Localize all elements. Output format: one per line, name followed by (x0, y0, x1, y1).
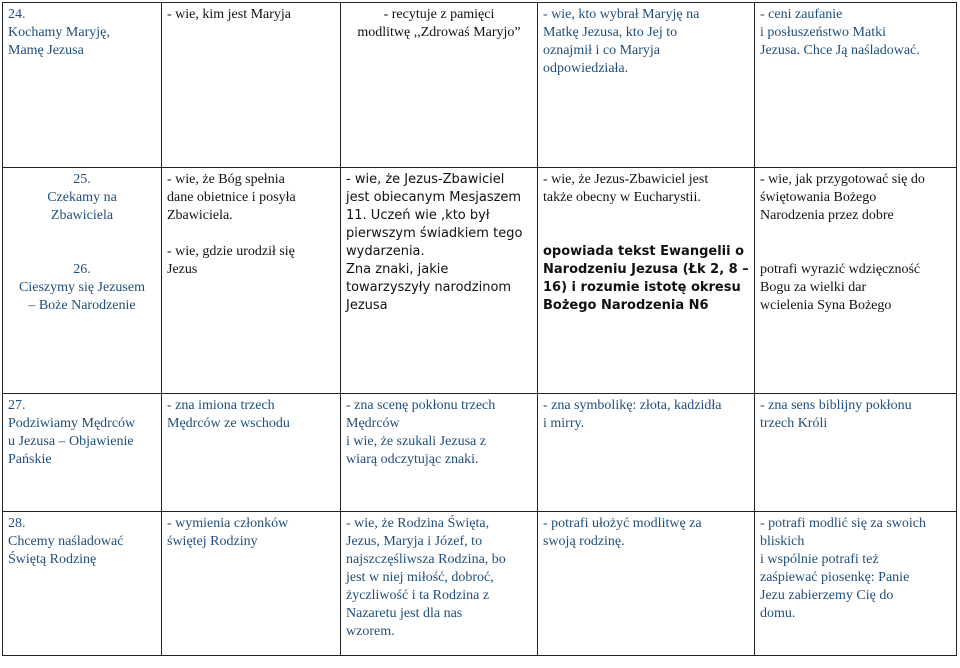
curriculum-table (2, 2, 957, 656)
cell-text: i mirry. (543, 416, 585, 431)
topic-title-line: Cieszymy się Jezusem (19, 280, 145, 295)
cell-text: Jezu zabierzemy Cię do (760, 588, 894, 603)
cell-text: bliskich (760, 534, 805, 549)
topic-title-line: u Jezusa – Objawienie (8, 434, 134, 449)
topic-cell (3, 168, 162, 394)
topic-title-line: Kochamy Maryję, (8, 25, 110, 40)
topic-number: 25. (73, 172, 91, 187)
knowledge-extended-cell (538, 512, 755, 656)
cell-text: Jezus, Maryja i Józef, to (346, 534, 483, 549)
cell-text: Bogu za wielki dar (760, 280, 867, 295)
topic-title-line: Świętą Rodzinę (8, 552, 97, 567)
cell-text: wiarą odczytując znaki. (346, 452, 479, 467)
skills-cell (341, 512, 538, 656)
topic-cell (3, 394, 162, 512)
cell-text: swoją rodzinę. (543, 534, 625, 549)
cell-text: domu. (760, 606, 796, 621)
attitudes-cell (755, 168, 957, 394)
cell-text: - wie, gdzie urodził się (167, 244, 295, 259)
cell-text: świętowania Bożego (760, 190, 877, 205)
topic-title-line: Czekamy na (47, 190, 117, 205)
cell-text: - ceni zaufanie (760, 7, 843, 22)
cell-text: Jezusa (346, 298, 388, 313)
cell-text: - wymienia członków (167, 516, 289, 531)
topic-number: 24. (8, 7, 26, 22)
cell-text: - wie, że Bóg spełnia (167, 172, 285, 187)
cell-text: Jezus (167, 262, 198, 277)
cell-text: modlitwę ,,Zdrowaś Maryjo” (357, 25, 521, 40)
knowledge-extended-cell (538, 168, 755, 394)
cell-text: - wie, że Jezus-Zbawiciel (346, 172, 505, 187)
cell-text: Zna znaki, jakie (346, 262, 449, 277)
topic-title-line: Chcemy naśladować (8, 534, 124, 549)
cell-text: wcielenia Syna Bożego (760, 298, 892, 313)
cell-text: 11. Uczeń wie ,kto był (346, 208, 490, 223)
cell-text: życzliwość i ta Rodzina z (346, 588, 490, 603)
cell-text: Matkę Jezusa, kto Jej to (543, 25, 678, 40)
cell-text: oznajmił i co Maryja (543, 43, 661, 58)
cell-text: odpowiedziała. (543, 61, 629, 76)
cell-text: - zna symbolikę: złota, kadzidła (543, 398, 722, 413)
cell-text: opowiada tekst Ewangelii o (543, 244, 745, 259)
cell-text: także obecny w Eucharystii. (543, 190, 701, 205)
topic-title-line: Podziwiamy Mędrców (8, 416, 136, 431)
cell-text: - wie, kim jest Maryja (167, 7, 292, 22)
topic-number: 27. (8, 398, 26, 413)
cell-text: jest w niej miłość, dobroć, (346, 570, 494, 585)
cell-text: Zbawiciela. (167, 208, 233, 223)
table-row (3, 512, 957, 656)
topic-number: 28. (8, 516, 26, 531)
knowledge-extended-cell (538, 3, 755, 168)
cell-text: i wspólnie potrafi też (760, 552, 879, 567)
table-row (3, 394, 957, 512)
attitudes-cell (755, 3, 957, 168)
cell-text: dane obietnice i posyła (167, 190, 296, 205)
skills-cell (341, 394, 538, 512)
cell-text: jest obiecanym Mesjaszem (346, 190, 522, 205)
cell-text: najszczęśliwsza Rodzina, bo (346, 552, 506, 567)
knowledge-cell (162, 512, 341, 656)
cell-text: - zna scenę pokłonu trzech (346, 398, 496, 413)
knowledge-cell (162, 3, 341, 168)
topic-title-line: Pańskie (8, 452, 52, 467)
cell-text: - potrafi modlić się za swoich (760, 516, 927, 531)
skills-cell (341, 168, 538, 394)
cell-text: Mędrców ze wschodu (167, 416, 290, 431)
cell-text: - zna sens biblijny pokłonu (760, 398, 912, 413)
topic-title-line: Zbawiciela (50, 208, 114, 223)
cell-text: trzech Króli (760, 416, 828, 431)
cell-text: potrafi wyrazić wdzięczność (760, 262, 921, 277)
cell-text: - potrafi ułożyć modlitwę za (543, 516, 702, 531)
topic-title-line: Mamę Jezusa (8, 43, 84, 58)
cell-text: - wie, jak przygotować się do (760, 172, 925, 187)
cell-text: i wie, że szukali Jezusa z (346, 434, 486, 449)
cell-text: pierwszym świadkiem tego (346, 226, 523, 241)
table-row (3, 168, 957, 394)
cell-text: Bożego Narodzenia N6 (543, 298, 709, 313)
cell-text: wzorem. (346, 624, 395, 639)
table-row (3, 3, 957, 168)
cell-text: świętej Rodziny (167, 534, 258, 549)
knowledge-cell (162, 394, 341, 512)
cell-text: Narodzeniu Jezusa (Łk 2, 8 – (543, 262, 749, 277)
cell-text: - wie, że Rodzina Święta, (346, 516, 490, 531)
cell-text: i posłuszeństwo Matki (760, 25, 886, 40)
cell-text: 16) i rozumie istotę okresu (543, 280, 741, 295)
cell-text: Narodzenia przez dobre (760, 208, 894, 223)
topic-cell (3, 3, 162, 168)
knowledge-cell (162, 168, 341, 394)
cell-text: - recytuje z pamięci (383, 7, 495, 22)
cell-text: Nazaretu jest dla nas (346, 606, 463, 621)
topic-title-line: – Boże Narodzenie (28, 298, 136, 313)
topic-cell (3, 512, 162, 656)
cell-text: towarzyszyły narodzinom (346, 280, 512, 295)
cell-text: wydarzenia. (346, 244, 425, 259)
knowledge-extended-cell (538, 394, 755, 512)
cell-text: - zna imiona trzech (167, 398, 275, 413)
attitudes-cell (755, 512, 957, 656)
topic-number: 26. (73, 262, 91, 277)
cell-text: Jezusa. Chce Ją naśladować. (760, 43, 920, 58)
cell-text: zaśpiewać piosenkę: Panie (760, 570, 910, 585)
skills-cell (341, 3, 538, 168)
cell-text: Mędrców (346, 416, 400, 431)
cell-text: - wie, kto wybrał Maryję na (543, 7, 700, 22)
cell-text: - wie, że Jezus-Zbawiciel jest (543, 172, 709, 187)
attitudes-cell (755, 394, 957, 512)
